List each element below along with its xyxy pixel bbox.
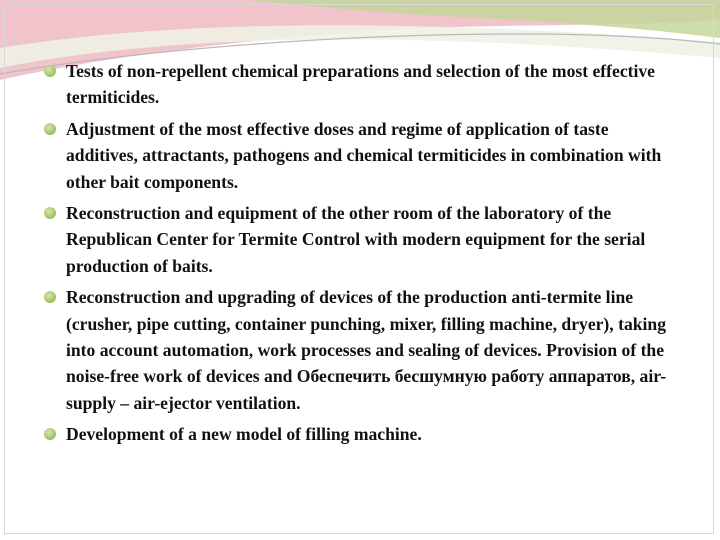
- bullet-text: Reconstruction and upgrading of devices of the production anti-termite line (crusher, pipe cutting, container punching, mixer, filling machine, dryer), taking into account automation, work processes and sealing of devices. Provision of the noise-free work of devices and Обеспечить бесшумную работу аппаратов, air-supply – air-ejector ventilation.: [66, 287, 667, 413]
- slide-content: [44, 58, 676, 453]
- bullet-dot-icon: [44, 123, 56, 135]
- bullet-item: [44, 421, 676, 447]
- bullet-item: [44, 200, 676, 279]
- bullet-dot-icon: [44, 65, 56, 77]
- bullet-text: Adjustment of the most effective doses and regime of application of taste additives, attractants, pathogens and chemical termiticides in combination with other bait components.: [66, 118, 662, 192]
- bullet-text: Tests of non-repellent chemical preparations and selection of the most effective termiticides.: [66, 61, 655, 108]
- bullet-item: [44, 284, 676, 416]
- bullet-dot-icon: [44, 428, 56, 440]
- bullet-text: Reconstruction and equipment of the other room of the laboratory of the Republican Center for Termite Control with modern equipment for the serial production of baits.: [66, 203, 646, 276]
- bullet-item: [44, 116, 676, 195]
- bullet-dot-icon: [44, 207, 56, 219]
- bullet-text: Development of a new model of filling machine.: [66, 424, 422, 445]
- bullet-item: [44, 58, 676, 111]
- bullet-list: [44, 58, 676, 448]
- bullet-dot-icon: [44, 291, 56, 303]
